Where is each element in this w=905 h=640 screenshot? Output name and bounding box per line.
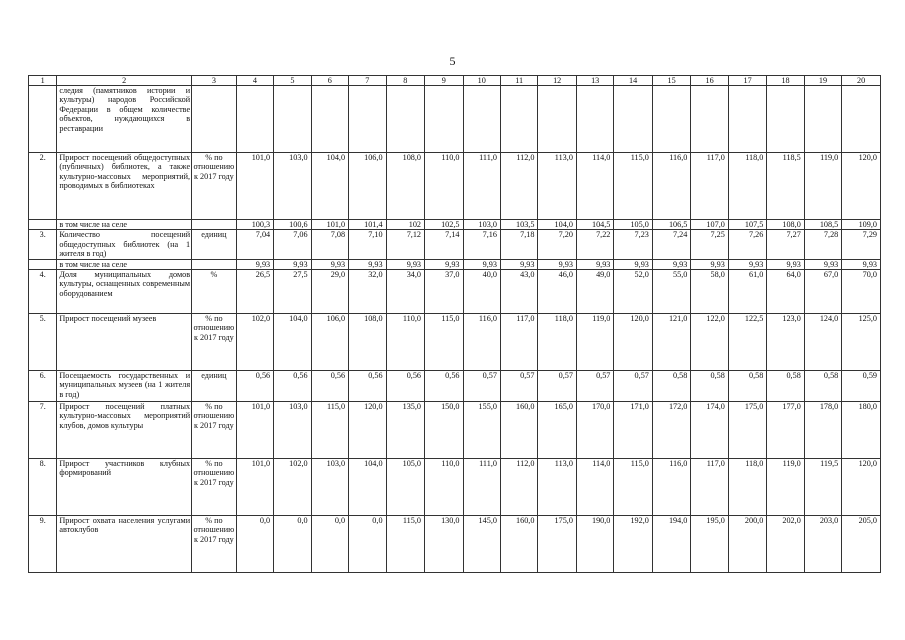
value-cell: 0,56: [236, 371, 273, 402]
value-cell: 171,0: [614, 402, 652, 459]
value-cell: 121,0: [652, 314, 690, 371]
value-cell: 7,20: [538, 230, 576, 259]
value-cell: 110,0: [425, 153, 463, 220]
value-cell: 7,29: [842, 230, 881, 259]
value-cell: 119,0: [767, 459, 804, 516]
column-number-cell: 18: [767, 76, 804, 86]
column-number-cell: 11: [500, 76, 537, 86]
value-cell: 119,5: [804, 459, 841, 516]
value-cell: 0,0: [236, 516, 273, 573]
column-number-cell: 8: [386, 76, 424, 86]
value-cell: 108,0: [349, 314, 386, 371]
value-cell: 205,0: [842, 516, 881, 573]
value-cell: 103,5: [500, 220, 537, 230]
value-cell: 160,0: [500, 516, 537, 573]
row-number-cell: 3.: [29, 230, 57, 259]
value-cell: 174,0: [691, 402, 728, 459]
indicator-name-cell: Прирост посещений платных культурно-массовых мероприятий клубов, домов культуры: [57, 402, 192, 459]
value-cell: 200,0: [728, 516, 766, 573]
table-row: [29, 402, 881, 459]
value-cell: 104,0: [349, 459, 386, 516]
value-cell: [804, 86, 841, 153]
value-cell: 49,0: [576, 270, 613, 314]
column-number-cell: 4: [236, 76, 273, 86]
value-cell: 165,0: [538, 402, 576, 459]
row-number-cell: [29, 259, 57, 269]
value-cell: 115,0: [425, 314, 463, 371]
value-cell: 52,0: [614, 270, 652, 314]
value-cell: 27,5: [274, 270, 311, 314]
column-number-cell: 16: [691, 76, 728, 86]
value-cell: 9,93: [311, 259, 348, 269]
value-cell: 0,56: [349, 371, 386, 402]
value-cell: 61,0: [728, 270, 766, 314]
value-cell: 102: [386, 220, 424, 230]
value-cell: 104,0: [311, 153, 348, 220]
value-cell: 7,12: [386, 230, 424, 259]
value-cell: 7,16: [463, 230, 500, 259]
value-cell: 9,93: [691, 259, 728, 269]
value-cell: 135,0: [386, 402, 424, 459]
value-cell: 104,0: [538, 220, 576, 230]
value-cell: 64,0: [767, 270, 804, 314]
value-cell: 117,0: [500, 314, 537, 371]
value-cell: 111,0: [463, 153, 500, 220]
value-cell: 145,0: [463, 516, 500, 573]
value-cell: 100,6: [274, 220, 311, 230]
value-cell: [652, 86, 690, 153]
indicator-name-cell: Прирост посещений общедоступных (публичных) библиотек, а также культурно-массовых мероприятий, проводимых в библиотеках: [57, 153, 192, 220]
value-cell: 9,93: [463, 259, 500, 269]
value-cell: 115,0: [386, 516, 424, 573]
value-cell: 9,93: [538, 259, 576, 269]
column-number-cell: 12: [538, 76, 576, 86]
value-cell: 125,0: [842, 314, 881, 371]
value-cell: 7,26: [728, 230, 766, 259]
column-number-cell: 14: [614, 76, 652, 86]
table-row: [29, 86, 881, 153]
column-number-cell: 20: [842, 76, 881, 86]
value-cell: 104,5: [576, 220, 613, 230]
value-cell: 0,58: [767, 371, 804, 402]
value-cell: 120,0: [349, 402, 386, 459]
table-row: [29, 270, 881, 314]
value-cell: 178,0: [804, 402, 841, 459]
value-cell: 118,0: [728, 153, 766, 220]
value-cell: 110,0: [425, 459, 463, 516]
value-cell: 107,5: [728, 220, 766, 230]
value-cell: [576, 86, 613, 153]
value-cell: 7,08: [311, 230, 348, 259]
value-cell: 115,0: [614, 459, 652, 516]
row-number-cell: 4.: [29, 270, 57, 314]
value-cell: 7,23: [614, 230, 652, 259]
value-cell: 111,0: [463, 459, 500, 516]
value-cell: 7,06: [274, 230, 311, 259]
unit-cell: % по отношению к 2017 году: [192, 153, 237, 220]
value-cell: 9,93: [236, 259, 273, 269]
column-number-cell: 15: [652, 76, 690, 86]
value-cell: 101,0: [236, 402, 273, 459]
value-cell: 0,57: [538, 371, 576, 402]
column-number-cell: 13: [576, 76, 613, 86]
value-cell: 108,0: [386, 153, 424, 220]
value-cell: 9,93: [614, 259, 652, 269]
row-number-cell: 8.: [29, 459, 57, 516]
value-cell: 123,0: [767, 314, 804, 371]
value-cell: 7,25: [691, 230, 728, 259]
value-cell: 101,0: [236, 153, 273, 220]
value-cell: 180,0: [842, 402, 881, 459]
value-cell: 175,0: [538, 516, 576, 573]
value-cell: 120,0: [842, 459, 881, 516]
column-number-cell: 10: [463, 76, 500, 86]
value-cell: 117,0: [691, 153, 728, 220]
row-number-cell: 2.: [29, 153, 57, 220]
value-cell: 177,0: [767, 402, 804, 459]
value-cell: 150,0: [425, 402, 463, 459]
unit-cell: [192, 86, 237, 153]
table-row: [29, 371, 881, 402]
value-cell: 9,93: [349, 259, 386, 269]
value-cell: 106,5: [652, 220, 690, 230]
value-cell: 106,0: [349, 153, 386, 220]
indicator-name-cell: следия (памятников истории и культуры) народов Российской Федерации в общем количестве объектов, нуждающихся в реставрации: [57, 86, 192, 153]
value-cell: 119,0: [804, 153, 841, 220]
value-cell: 70,0: [842, 270, 881, 314]
row-number-cell: 6.: [29, 371, 57, 402]
indicator-name-cell: Прирост посещений музеев: [57, 314, 192, 371]
value-cell: 114,0: [576, 153, 613, 220]
unit-cell: % по отношению к 2017 году: [192, 314, 237, 371]
value-cell: 118,0: [728, 459, 766, 516]
value-cell: 0,56: [311, 371, 348, 402]
value-cell: 40,0: [463, 270, 500, 314]
value-cell: 115,0: [311, 402, 348, 459]
value-cell: 102,0: [274, 459, 311, 516]
value-cell: 109,0: [842, 220, 881, 230]
value-cell: 101,0: [236, 459, 273, 516]
value-cell: 9,93: [842, 259, 881, 269]
value-cell: [691, 86, 728, 153]
table-row: [29, 516, 881, 573]
value-cell: 160,0: [500, 402, 537, 459]
value-cell: 0,57: [576, 371, 613, 402]
value-cell: 122,0: [691, 314, 728, 371]
column-number-cell: 5: [274, 76, 311, 86]
value-cell: 0,58: [728, 371, 766, 402]
value-cell: 0,56: [274, 371, 311, 402]
value-cell: 0,58: [652, 371, 690, 402]
value-cell: 58,0: [691, 270, 728, 314]
value-cell: 117,0: [691, 459, 728, 516]
value-cell: 170,0: [576, 402, 613, 459]
value-cell: 105,0: [386, 459, 424, 516]
table-header-row: [29, 76, 881, 86]
value-cell: 26,5: [236, 270, 273, 314]
value-cell: 9,93: [500, 259, 537, 269]
value-cell: 9,93: [274, 259, 311, 269]
value-cell: 118,5: [767, 153, 804, 220]
value-cell: 9,93: [425, 259, 463, 269]
unit-cell: %: [192, 270, 237, 314]
value-cell: [311, 86, 348, 153]
value-cell: 104,0: [274, 314, 311, 371]
value-cell: 0,56: [425, 371, 463, 402]
row-number-cell: 7.: [29, 402, 57, 459]
value-cell: 120,0: [614, 314, 652, 371]
value-cell: 116,0: [652, 153, 690, 220]
value-cell: 194,0: [652, 516, 690, 573]
value-cell: [349, 86, 386, 153]
value-cell: [842, 86, 881, 153]
value-cell: [538, 86, 576, 153]
value-cell: 116,0: [463, 314, 500, 371]
value-cell: 130,0: [425, 516, 463, 573]
value-cell: 113,0: [538, 459, 576, 516]
unit-cell: [192, 220, 237, 230]
page-number: 5: [449, 54, 456, 68]
table-row: [29, 459, 881, 516]
column-number-cell: 3: [192, 76, 237, 86]
value-cell: 7,14: [425, 230, 463, 259]
column-number-cell: 19: [804, 76, 841, 86]
value-cell: 46,0: [538, 270, 576, 314]
value-cell: 115,0: [614, 153, 652, 220]
unit-cell: единиц: [192, 371, 237, 402]
value-cell: 32,0: [349, 270, 386, 314]
value-cell: 0,57: [463, 371, 500, 402]
column-number-cell: 17: [728, 76, 766, 86]
value-cell: 9,93: [767, 259, 804, 269]
value-cell: 7,04: [236, 230, 273, 259]
value-cell: [500, 86, 537, 153]
value-cell: 108,5: [804, 220, 841, 230]
value-cell: [728, 86, 766, 153]
value-cell: [274, 86, 311, 153]
row-number-cell: 5.: [29, 314, 57, 371]
value-cell: 9,93: [386, 259, 424, 269]
value-cell: 113,0: [538, 153, 576, 220]
column-number-cell: 1: [29, 76, 57, 86]
column-number-cell: 2: [57, 76, 192, 86]
value-cell: 190,0: [576, 516, 613, 573]
indicator-name-cell: Посещаемость государственных и муниципальных музеев (на 1 жителя в год): [57, 371, 192, 402]
value-cell: [463, 86, 500, 153]
column-number-cell: 6: [311, 76, 348, 86]
value-cell: [236, 86, 273, 153]
value-cell: 103,0: [274, 402, 311, 459]
value-cell: 120,0: [842, 153, 881, 220]
value-cell: 7,28: [804, 230, 841, 259]
value-cell: 9,93: [728, 259, 766, 269]
value-cell: 7,10: [349, 230, 386, 259]
value-cell: 101,4: [349, 220, 386, 230]
value-cell: 0,0: [349, 516, 386, 573]
indicator-name-cell: Количество посещений общедоступных библиотек (на 1 жителя в год): [57, 230, 192, 259]
value-cell: 7,22: [576, 230, 613, 259]
value-cell: 67,0: [804, 270, 841, 314]
column-number-cell: 9: [425, 76, 463, 86]
value-cell: 29,0: [311, 270, 348, 314]
value-cell: 0,57: [500, 371, 537, 402]
value-cell: 124,0: [804, 314, 841, 371]
value-cell: 101,0: [311, 220, 348, 230]
indicators-table: [28, 75, 881, 573]
value-cell: 172,0: [652, 402, 690, 459]
unit-cell: % по отношению к 2017 году: [192, 402, 237, 459]
table-row: [29, 230, 881, 259]
value-cell: 118,0: [538, 314, 576, 371]
value-cell: 203,0: [804, 516, 841, 573]
value-cell: 0,58: [804, 371, 841, 402]
unit-cell: [192, 259, 237, 269]
value-cell: 9,93: [652, 259, 690, 269]
value-cell: 9,93: [576, 259, 613, 269]
value-cell: [614, 86, 652, 153]
value-cell: 202,0: [767, 516, 804, 573]
table-row: [29, 153, 881, 220]
value-cell: 103,0: [463, 220, 500, 230]
indicator-name-cell: Доля муниципальных домов культуры, оснащенных современным оборудованием: [57, 270, 192, 314]
value-cell: 0,0: [274, 516, 311, 573]
unit-cell: % по отношению к 2017 году: [192, 516, 237, 573]
value-cell: 112,0: [500, 153, 537, 220]
value-cell: 112,0: [500, 459, 537, 516]
value-cell: 105,0: [614, 220, 652, 230]
indicator-name-cell: в том числе на селе: [57, 259, 192, 269]
row-number-cell: [29, 86, 57, 153]
row-number-cell: 9.: [29, 516, 57, 573]
value-cell: 192,0: [614, 516, 652, 573]
value-cell: 9,93: [804, 259, 841, 269]
value-cell: 0,0: [311, 516, 348, 573]
table-row: [29, 314, 881, 371]
table-row: [29, 220, 881, 230]
value-cell: 175,0: [728, 402, 766, 459]
value-cell: [386, 86, 424, 153]
value-cell: 103,0: [274, 153, 311, 220]
indicator-name-cell: Прирост участников клубных формирований: [57, 459, 192, 516]
value-cell: 108,0: [767, 220, 804, 230]
value-cell: 7,18: [500, 230, 537, 259]
value-cell: 107,0: [691, 220, 728, 230]
value-cell: 119,0: [576, 314, 613, 371]
value-cell: 100,3: [236, 220, 273, 230]
value-cell: 34,0: [386, 270, 424, 314]
value-cell: 102,5: [425, 220, 463, 230]
value-cell: 106,0: [311, 314, 348, 371]
value-cell: 0,57: [614, 371, 652, 402]
value-cell: [425, 86, 463, 153]
indicator-name-cell: в том числе на селе: [57, 220, 192, 230]
value-cell: 103,0: [311, 459, 348, 516]
value-cell: 116,0: [652, 459, 690, 516]
value-cell: 122,5: [728, 314, 766, 371]
value-cell: 7,27: [767, 230, 804, 259]
value-cell: 110,0: [386, 314, 424, 371]
value-cell: 37,0: [425, 270, 463, 314]
value-cell: 195,0: [691, 516, 728, 573]
value-cell: 55,0: [652, 270, 690, 314]
value-cell: 7,24: [652, 230, 690, 259]
row-number-cell: [29, 220, 57, 230]
column-number-cell: 7: [349, 76, 386, 86]
indicator-name-cell: Прирост охвата населения услугами автоклубов: [57, 516, 192, 573]
unit-cell: % по отношению к 2017 году: [192, 459, 237, 516]
table-row: [29, 259, 881, 269]
value-cell: 102,0: [236, 314, 273, 371]
value-cell: 114,0: [576, 459, 613, 516]
unit-cell: единиц: [192, 230, 237, 259]
value-cell: [767, 86, 804, 153]
value-cell: 155,0: [463, 402, 500, 459]
value-cell: 0,56: [386, 371, 424, 402]
value-cell: 0,59: [842, 371, 881, 402]
value-cell: 0,58: [691, 371, 728, 402]
value-cell: 43,0: [500, 270, 537, 314]
